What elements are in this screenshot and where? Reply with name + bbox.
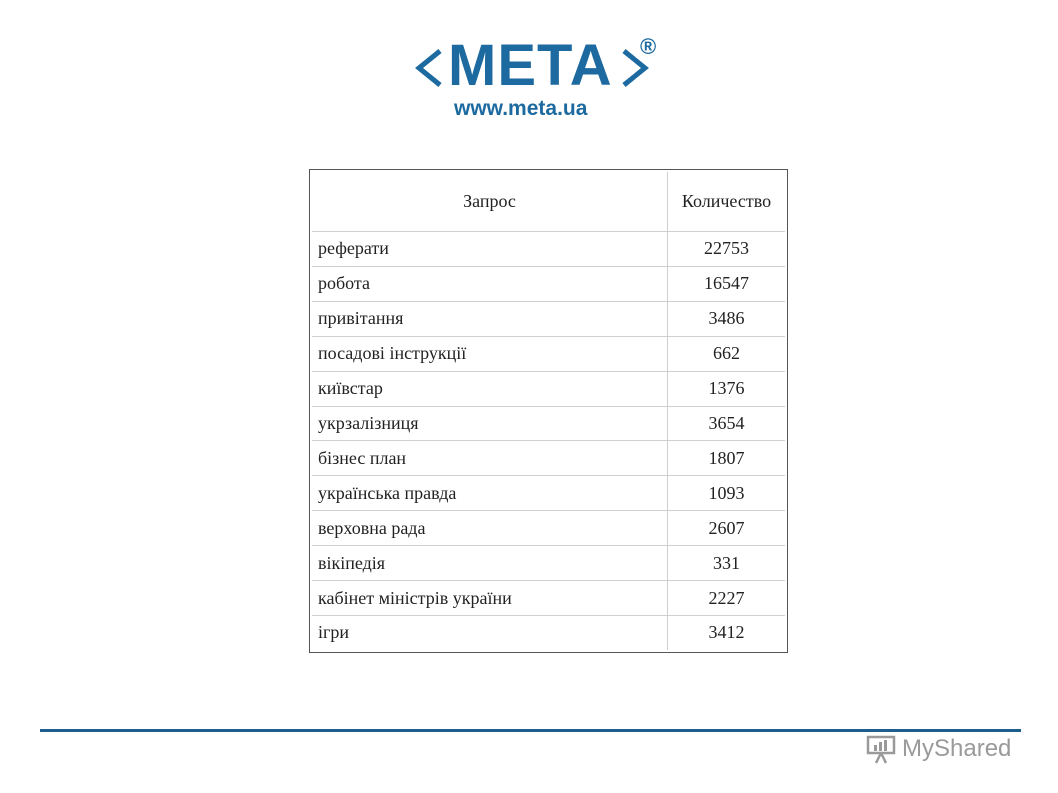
- row-query: реферати: [312, 232, 668, 267]
- row-count: 1376: [668, 372, 785, 407]
- myshared-watermark[interactable]: [866, 732, 1011, 766]
- table-row: [312, 267, 785, 302]
- row-query: бізнес план: [312, 441, 668, 476]
- row-query: укрзалізниця: [312, 407, 668, 442]
- meta-logo[interactable]: [414, 33, 664, 126]
- table-row: [312, 337, 785, 372]
- logo-wordmark: МЕТА: [448, 33, 613, 98]
- row-count: 662: [668, 337, 785, 372]
- query-table-container: [309, 169, 788, 653]
- row-count: 3412: [708, 622, 745, 643]
- table-row: [312, 232, 785, 267]
- row-count: 2227: [668, 581, 785, 616]
- registered-mark: ®: [640, 34, 657, 59]
- row-query: київстар: [312, 372, 668, 407]
- table-row: [312, 581, 785, 616]
- row-query: робота: [312, 267, 668, 302]
- row-count: 2607: [668, 511, 785, 546]
- header-count: Количество: [668, 172, 785, 232]
- row-query: верховна рада: [312, 511, 668, 546]
- header-query: Запрос: [312, 172, 668, 232]
- presentation-board-icon: [866, 734, 898, 764]
- table-row: [312, 302, 785, 337]
- logo-mark: [414, 33, 664, 100]
- row-query: посадові інструкції: [312, 337, 668, 372]
- row-count: 1807: [668, 441, 785, 476]
- chevron-left-icon: [414, 48, 444, 88]
- row-count: 22753: [668, 232, 785, 267]
- row-count: 1093: [668, 476, 785, 511]
- table-row: [312, 407, 785, 442]
- query-table: [312, 172, 785, 650]
- row-query: українська правда: [312, 476, 668, 511]
- row-count: 3486: [668, 302, 785, 337]
- row-count: 3654: [668, 407, 785, 442]
- table-row: [312, 616, 785, 650]
- row-query: кабінет міністрів україни: [312, 581, 668, 616]
- table-row: [312, 476, 785, 511]
- row-query: вікіпедія: [312, 546, 668, 581]
- table-row: [312, 511, 785, 546]
- row-count: 16547: [668, 267, 785, 302]
- table-row: [312, 441, 785, 476]
- logo-url[interactable]: www.meta.ua: [454, 97, 588, 120]
- row-query: ігри: [312, 616, 668, 650]
- table-row: [312, 546, 785, 581]
- row-count: 331: [668, 546, 785, 581]
- row-query: привітання: [312, 302, 668, 337]
- table-row: [312, 372, 785, 407]
- watermark-text: MyShared: [902, 735, 1012, 762]
- table-header-row: [312, 172, 785, 232]
